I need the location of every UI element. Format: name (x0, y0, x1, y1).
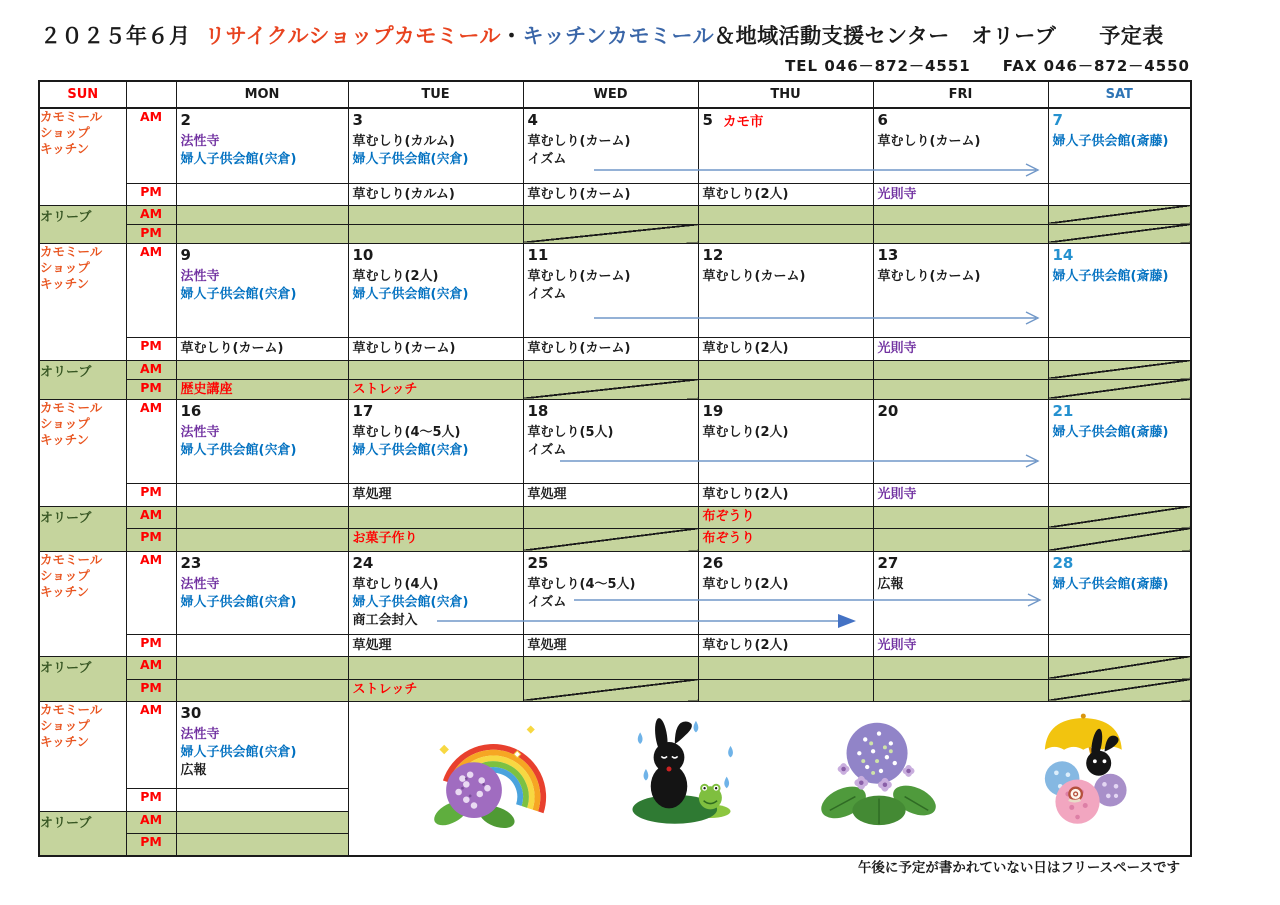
day-30-am-cell: 30 法性寺 婦人子供会館(宍倉) 広報 (176, 701, 348, 788)
day-10-pm-cell: 草むしり(カーム) (348, 337, 523, 360)
olive-pm-cell: ストレッチ (348, 379, 523, 399)
day-28-pm-cell (1048, 634, 1191, 656)
week-row (39, 528, 1191, 551)
header-thu: THU (698, 81, 873, 108)
olive-am-cell: 布ぞうり (698, 506, 873, 528)
day-16-am-cell: 16 法性寺 婦人子供会館(宍倉) (176, 399, 348, 483)
day-13-am-cell: 13 草むしり(カーム) (873, 243, 1048, 337)
olive-pm-cell (176, 224, 348, 243)
day-24-pm-cell: 草処理 (348, 634, 523, 656)
title-recycle-shop: リサイクルショップカモミール (204, 24, 501, 48)
day-6-am-cell: 6 草むしり(カーム) (873, 108, 1048, 183)
olive-pm-cell (698, 679, 873, 701)
olive-pm-cell: お菓子作り (348, 528, 523, 551)
header-fri: FRI (873, 81, 1048, 108)
olive-am-cell (873, 506, 1048, 528)
am-label: AM (126, 108, 176, 183)
olive-pm-cell (348, 224, 523, 243)
olive-pm-label: PM (126, 679, 176, 701)
olive-am-cell (176, 205, 348, 224)
pm-label: PM (126, 634, 176, 656)
pm-label: PM (126, 788, 176, 811)
olive-am-cell (176, 506, 348, 528)
week-row (39, 679, 1191, 701)
olive-am-cell (698, 360, 873, 379)
week-row (39, 205, 1191, 224)
olive-pm-cell (176, 679, 348, 701)
olive-am-cell (523, 506, 698, 528)
date-note: カモ市 (722, 114, 764, 130)
week-row (39, 337, 1191, 360)
header-wed: WED (523, 81, 698, 108)
day-23-am-cell: 23 法性寺 婦人子供会館(宍倉) (176, 551, 348, 634)
day-11-am-cell: 11 草むしり(カーム) イズム (523, 243, 698, 337)
day-4-am-cell: 4 草むしり(カーム) イズム (523, 108, 698, 183)
olive-row-label: オリーブ (39, 506, 126, 551)
day-21-am-cell: 21 婦人子供会館(斎藤) (1048, 399, 1191, 483)
header-sat: SAT (1048, 81, 1191, 108)
title-kitchen: キッチンカモミール (522, 24, 715, 48)
chamomile-row-label: カモミール ショップ キッチン (39, 399, 126, 506)
week-row (39, 183, 1191, 205)
olive-am-cell (523, 205, 698, 224)
olive-am-cell (1048, 656, 1191, 679)
olive-pm-cell (873, 379, 1048, 399)
olive-pm-label: PM (126, 528, 176, 551)
day-14-pm-cell (1048, 337, 1191, 360)
schedule-table (38, 80, 1192, 857)
olive-pm-cell (523, 224, 698, 243)
day-25-am-cell: 25 草むしり(4～5人) イズム (523, 551, 698, 634)
olive-am-cell (873, 205, 1048, 224)
week-row (39, 399, 1191, 483)
olive-am-cell (1048, 506, 1191, 528)
olive-pm-cell (176, 833, 348, 856)
olive-am-cell (698, 656, 873, 679)
olive-pm-cell (1048, 528, 1191, 551)
title-rest: ＆地域活動支援センター オリーブ 予定表 (714, 24, 1164, 48)
olive-am-cell (348, 205, 523, 224)
day-28-am-cell: 28 婦人子供会館(斎藤) (1048, 551, 1191, 634)
title-dot: ・ (500, 24, 523, 48)
day-6-pm-cell: 光則寺 (873, 183, 1048, 205)
day-27-am-cell: 27 広報 (873, 551, 1048, 634)
rainbow-hydrangea-illustration (424, 704, 549, 832)
illustration-strip (349, 702, 1191, 834)
day-5-am-cell: 5 カモ市 (698, 108, 873, 183)
day-11-pm-cell: 草むしり(カーム) (523, 337, 698, 360)
day-17-am-cell: 17 草むしり(4～5人) 婦人子供会館(宍倉) (348, 399, 523, 483)
pm-label: PM (126, 483, 176, 506)
day-27-pm-cell: 光則寺 (873, 634, 1048, 656)
olive-am-label: AM (126, 811, 176, 833)
day-26-am-cell: 26 草むしり(2人) (698, 551, 873, 634)
contact-phone-fax: TEL 046－872－4551 FAX 046－872－4550 (785, 57, 1190, 75)
day-19-am-cell: 19 草むしり(2人) (698, 399, 873, 483)
day-12-pm-cell: 草むしり(2人) (698, 337, 873, 360)
day-9-am-cell: 9 法性寺 婦人子供会館(宍倉) (176, 243, 348, 337)
olive-am-cell (873, 360, 1048, 379)
olive-am-label: AM (126, 360, 176, 379)
header-tue: TUE (348, 81, 523, 108)
day-19-pm-cell: 草むしり(2人) (698, 483, 873, 506)
olive-pm-cell (176, 528, 348, 551)
olive-row-label: オリーブ (39, 656, 126, 701)
day-2-pm-cell (176, 183, 348, 205)
olive-am-cell (873, 656, 1048, 679)
pm-label: PM (126, 337, 176, 360)
olive-pm-cell: 歴史講座 (176, 379, 348, 399)
chamomile-row-label: カモミール ショップ キッチン (39, 243, 126, 360)
olive-row-label: オリーブ (39, 360, 126, 399)
olive-am-cell (348, 506, 523, 528)
week-row (39, 483, 1191, 506)
day-7-pm-cell (1048, 183, 1191, 205)
day-26-pm-cell: 草むしり(2人) (698, 634, 873, 656)
day-18-am-cell: 18 草むしり(5人) イズム (523, 399, 698, 483)
chamomile-row-label: カモミール ショップ キッチン (39, 108, 126, 205)
olive-pm-cell (523, 528, 698, 551)
day-25-pm-cell: 草処理 (523, 634, 698, 656)
olive-am-cell (176, 656, 348, 679)
am-label: AM (126, 399, 176, 483)
chamomile-row-label: カモミール ショップ キッチン (39, 701, 126, 811)
day-30-pm-cell (176, 788, 348, 811)
day-2-am-cell: 2 法性寺 婦人子供会館(宍倉) (176, 108, 348, 183)
day-17-pm-cell: 草処理 (348, 483, 523, 506)
olive-pm-cell (523, 679, 698, 701)
olive-pm-cell (873, 224, 1048, 243)
olive-row-label: オリーブ (39, 811, 126, 856)
olive-pm-cell (873, 679, 1048, 701)
olive-pm-label: PM (126, 379, 176, 399)
week-row (39, 108, 1191, 183)
day-16-pm-cell (176, 483, 348, 506)
olive-am-label: AM (126, 205, 176, 224)
hydrangea-bush-illustration (815, 704, 945, 832)
title-month: ２０２５年６月 (40, 24, 191, 48)
week-row (39, 506, 1191, 528)
am-label: AM (126, 551, 176, 634)
day-13-pm-cell: 光則寺 (873, 337, 1048, 360)
olive-am-cell (348, 360, 523, 379)
olive-pm-cell (523, 379, 698, 399)
header-ampm-spacer (126, 81, 176, 108)
week-row (39, 656, 1191, 679)
olive-am-label: AM (126, 656, 176, 679)
olive-pm-cell: 布ぞうり (698, 528, 873, 551)
day-3-am-cell: 3 草むしり(カルム) 婦人子供会館(宍倉) (348, 108, 523, 183)
olive-pm-cell (873, 528, 1048, 551)
chamomile-row-label: カモミール ショップ キッチン (39, 551, 126, 656)
olive-row-label: オリーブ (39, 205, 126, 243)
day-21-pm-cell (1048, 483, 1191, 506)
day-18-pm-cell: 草処理 (523, 483, 698, 506)
header-mon: MON (176, 81, 348, 108)
rabbit-with-umbrella-and-hydrangea-illustration (1016, 704, 1141, 832)
day-9-pm-cell: 草むしり(カーム) (176, 337, 348, 360)
olive-pm-label: PM (126, 833, 176, 856)
olive-am-cell (348, 656, 523, 679)
page-title (40, 20, 1164, 50)
day-3-pm-cell: 草むしり(カルム) (348, 183, 523, 205)
am-label: AM (126, 243, 176, 337)
day-20-pm-cell: 光則寺 (873, 483, 1048, 506)
week-row (39, 243, 1191, 337)
olive-pm-cell (698, 224, 873, 243)
weekday-header-row (39, 81, 1191, 108)
day-20-am-cell: 20 (873, 399, 1048, 483)
olive-pm-label: PM (126, 224, 176, 243)
free-space-footnote: 午後に予定が書かれていない日はフリースペースです (857, 860, 1180, 876)
olive-am-cell (1048, 205, 1191, 224)
header-sun: SUN (39, 81, 126, 108)
pm-label: PM (126, 183, 176, 205)
olive-am-label: AM (126, 506, 176, 528)
day-23-pm-cell (176, 634, 348, 656)
olive-pm-cell (1048, 379, 1191, 399)
olive-am-cell (523, 360, 698, 379)
day-14-am-cell: 14 婦人子供会館(斎藤) (1048, 243, 1191, 337)
day-4-pm-cell: 草むしり(カーム) (523, 183, 698, 205)
week-row (39, 551, 1191, 634)
am-label: AM (126, 701, 176, 788)
olive-am-cell (1048, 360, 1191, 379)
week-row (39, 634, 1191, 656)
day-10-am-cell: 10 草むしり(2人) 婦人子供会館(宍倉) (348, 243, 523, 337)
day-24-am-cell: 24 草むしり(4人) 婦人子供会館(宍倉) 商工会封入 (348, 551, 523, 634)
olive-am-cell (698, 205, 873, 224)
olive-am-cell (523, 656, 698, 679)
olive-pm-cell: ストレッチ (348, 679, 523, 701)
week-row (39, 379, 1191, 399)
olive-pm-cell (1048, 224, 1191, 243)
rabbit-and-frog-in-rain-illustration (619, 704, 744, 832)
week-row (39, 701, 1191, 788)
olive-am-cell (176, 360, 348, 379)
illustration-cell (348, 701, 1191, 856)
olive-am-cell (176, 811, 348, 833)
week-row (39, 360, 1191, 379)
day-12-am-cell: 12 草むしり(カーム) (698, 243, 873, 337)
day-5-pm-cell: 草むしり(2人) (698, 183, 873, 205)
week-row (39, 224, 1191, 243)
day-7-am-cell: 7 婦人子供会館(斎藤) (1048, 108, 1191, 183)
olive-pm-cell (1048, 679, 1191, 701)
olive-pm-cell (698, 379, 873, 399)
